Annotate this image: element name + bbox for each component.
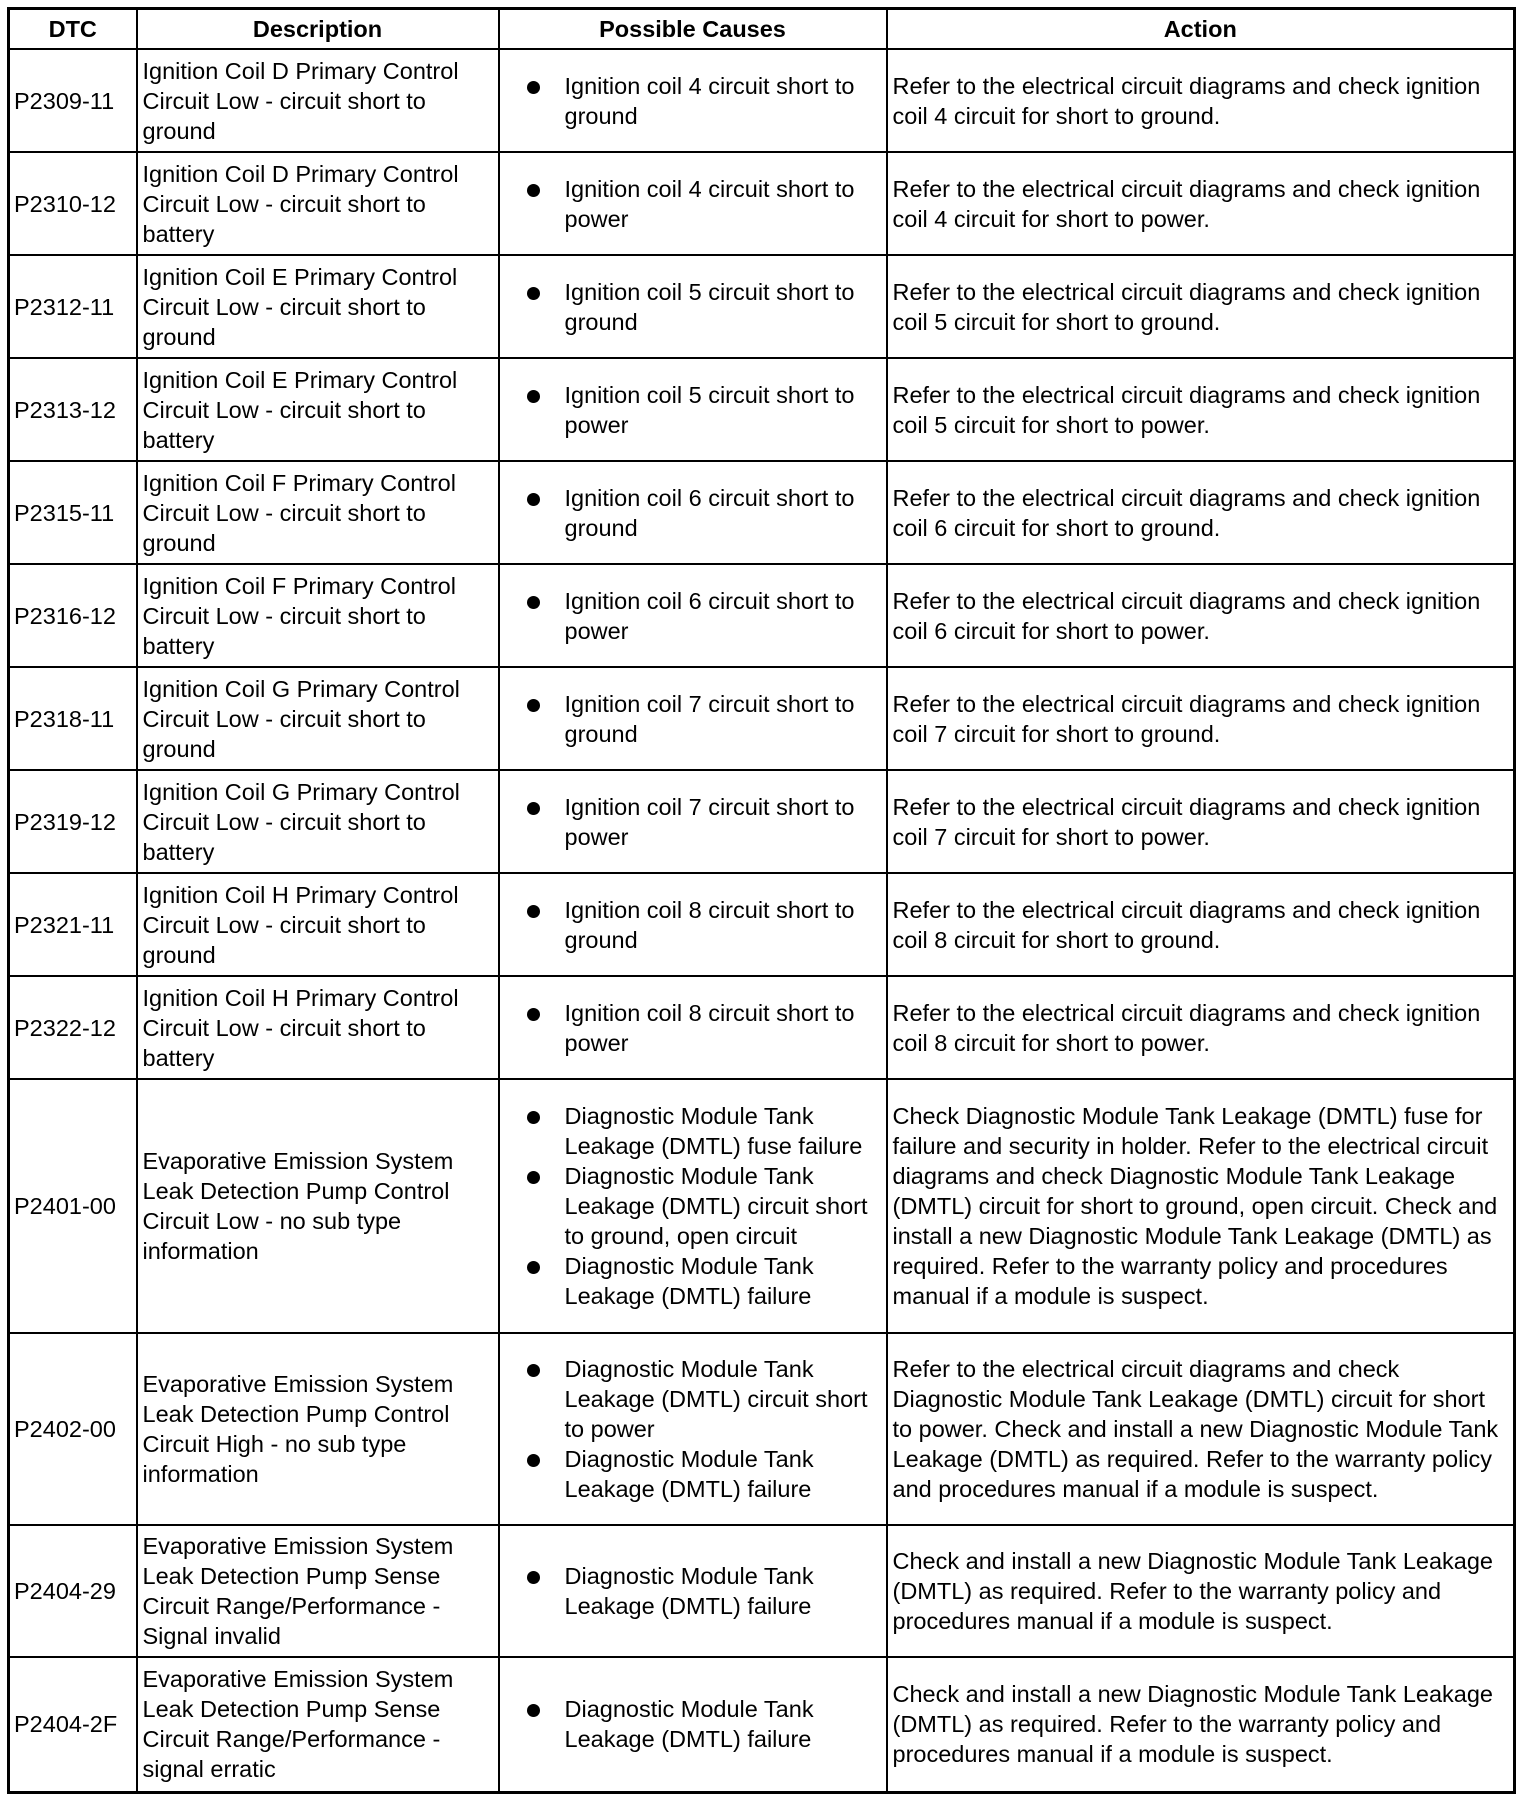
- dtc-table: [7, 7, 1516, 1794]
- dtc-code-cell: P2402-00: [9, 1333, 137, 1525]
- causes-list: [505, 1101, 881, 1311]
- causes-list: [505, 483, 881, 543]
- action-cell: Check and install a new Diagnostic Module Tank Leakage (DMTL) as required. Refer to the warranty policy and procedures manual if a module is suspect.: [887, 1525, 1515, 1657]
- table-row: [9, 1657, 1515, 1792]
- action-cell: Refer to the electrical circuit diagrams and check ignition coil 6 circuit for short to ground.: [887, 461, 1515, 564]
- header-action: Action: [887, 9, 1515, 50]
- action-cell: Refer to the electrical circuit diagrams and check ignition coil 4 circuit for short to ground.: [887, 49, 1515, 152]
- causes-cell: [499, 358, 887, 461]
- action-cell: Refer to the electrical circuit diagrams and check ignition coil 6 circuit for short to power.: [887, 564, 1515, 667]
- causes-list: [505, 174, 881, 234]
- table-row: [9, 358, 1515, 461]
- action-cell: Check Diagnostic Module Tank Leakage (DMTL) fuse for failure and security in holder. Refer to the electrical circuit diagrams and check Diagnostic Module Tank Leakage (DMTL) circuit for short to ground, open circuit. Check and install a new Diagnostic Module Tank Leakage (DMTL) as required. Refer to the warranty policy and procedures manual if a module is suspect.: [887, 1079, 1515, 1333]
- dtc-code-cell: P2321-11: [9, 873, 137, 976]
- causes-cell: [499, 667, 887, 770]
- cause-item: Ignition coil 6 circuit short to power: [523, 586, 881, 646]
- description-cell: Ignition Coil H Primary Control Circuit Low - circuit short to battery: [137, 976, 499, 1079]
- action-cell: Refer to the electrical circuit diagrams and check ignition coil 7 circuit for short to ground.: [887, 667, 1515, 770]
- causes-list: [505, 71, 881, 131]
- causes-cell: [499, 255, 887, 358]
- description-cell: Ignition Coil E Primary Control Circuit Low - circuit short to ground: [137, 255, 499, 358]
- table-row: [9, 461, 1515, 564]
- action-cell: Refer to the electrical circuit diagrams and check Diagnostic Module Tank Leakage (DMTL) circuit for short to power. Check and install a new Diagnostic Module Tank Leakage (DMTL) as required. Refer to the warranty policy and procedures manual if a module is suspect.: [887, 1333, 1515, 1525]
- causes-list: [505, 277, 881, 337]
- header-row: [9, 9, 1515, 50]
- header-dtc: DTC: [9, 9, 137, 50]
- dtc-code-cell: P2313-12: [9, 358, 137, 461]
- causes-cell: [499, 461, 887, 564]
- dtc-code-cell: P2404-29: [9, 1525, 137, 1657]
- causes-list: [505, 380, 881, 440]
- table-row: [9, 873, 1515, 976]
- cause-item: Diagnostic Module Tank Leakage (DMTL) fuse failure: [523, 1101, 881, 1161]
- causes-cell: [499, 49, 887, 152]
- causes-cell: [499, 1333, 887, 1525]
- cause-item: Diagnostic Module Tank Leakage (DMTL) failure: [523, 1694, 881, 1754]
- cause-item: Diagnostic Module Tank Leakage (DMTL) failure: [523, 1444, 881, 1504]
- causes-list: [505, 1561, 881, 1621]
- dtc-code-cell: P2309-11: [9, 49, 137, 152]
- dtc-code-cell: P2401-00: [9, 1079, 137, 1333]
- dtc-code-cell: P2310-12: [9, 152, 137, 255]
- causes-cell: [499, 1079, 887, 1333]
- causes-list: [505, 689, 881, 749]
- cause-item: Diagnostic Module Tank Leakage (DMTL) circuit short to ground, open circuit: [523, 1161, 881, 1251]
- description-cell: Ignition Coil D Primary Control Circuit Low - circuit short to battery: [137, 152, 499, 255]
- causes-list: [505, 1694, 881, 1754]
- dtc-code-cell: P2404-2F: [9, 1657, 137, 1792]
- table-row: [9, 667, 1515, 770]
- table-row: [9, 770, 1515, 873]
- dtc-code-cell: P2322-12: [9, 976, 137, 1079]
- causes-cell: [499, 1525, 887, 1657]
- header-description: Description: [137, 9, 499, 50]
- cause-item: Ignition coil 6 circuit short to ground: [523, 483, 881, 543]
- table-row: [9, 1525, 1515, 1657]
- cause-item: Ignition coil 7 circuit short to power: [523, 792, 881, 852]
- causes-cell: [499, 770, 887, 873]
- header-causes: Possible Causes: [499, 9, 887, 50]
- table-body: [9, 49, 1515, 1792]
- cause-item: Ignition coil 4 circuit short to ground: [523, 71, 881, 131]
- description-cell: Evaporative Emission System Leak Detection Pump Control Circuit High - no sub type information: [137, 1333, 499, 1525]
- table-row: [9, 152, 1515, 255]
- action-cell: Refer to the electrical circuit diagrams and check ignition coil 7 circuit for short to power.: [887, 770, 1515, 873]
- description-cell: Ignition Coil G Primary Control Circuit Low - circuit short to battery: [137, 770, 499, 873]
- description-cell: Evaporative Emission System Leak Detection Pump Control Circuit Low - no sub type information: [137, 1079, 499, 1333]
- dtc-code-cell: P2316-12: [9, 564, 137, 667]
- table-row: [9, 255, 1515, 358]
- causes-cell: [499, 1657, 887, 1792]
- cause-item: Diagnostic Module Tank Leakage (DMTL) failure: [523, 1251, 881, 1311]
- causes-list: [505, 792, 881, 852]
- cause-item: Ignition coil 4 circuit short to power: [523, 174, 881, 234]
- description-cell: Ignition Coil H Primary Control Circuit Low - circuit short to ground: [137, 873, 499, 976]
- description-cell: Evaporative Emission System Leak Detection Pump Sense Circuit Range/Performance - Signal invalid: [137, 1525, 499, 1657]
- description-cell: Ignition Coil D Primary Control Circuit Low - circuit short to ground: [137, 49, 499, 152]
- table-row: [9, 1079, 1515, 1333]
- description-cell: Ignition Coil F Primary Control Circuit Low - circuit short to battery: [137, 564, 499, 667]
- causes-list: [505, 998, 881, 1058]
- action-cell: Refer to the electrical circuit diagrams and check ignition coil 4 circuit for short to power.: [887, 152, 1515, 255]
- causes-list: [505, 1354, 881, 1504]
- action-cell: Refer to the electrical circuit diagrams and check ignition coil 8 circuit for short to ground.: [887, 873, 1515, 976]
- cause-item: Diagnostic Module Tank Leakage (DMTL) failure: [523, 1561, 881, 1621]
- causes-cell: [499, 152, 887, 255]
- cause-item: Diagnostic Module Tank Leakage (DMTL) circuit short to power: [523, 1354, 881, 1444]
- cause-item: Ignition coil 7 circuit short to ground: [523, 689, 881, 749]
- dtc-code-cell: P2318-11: [9, 667, 137, 770]
- description-cell: Ignition Coil E Primary Control Circuit Low - circuit short to battery: [137, 358, 499, 461]
- table-row: [9, 49, 1515, 152]
- description-cell: Ignition Coil F Primary Control Circuit Low - circuit short to ground: [137, 461, 499, 564]
- cause-item: Ignition coil 8 circuit short to ground: [523, 895, 881, 955]
- causes-cell: [499, 976, 887, 1079]
- table-row: [9, 976, 1515, 1079]
- cause-item: Ignition coil 8 circuit short to power: [523, 998, 881, 1058]
- cause-item: Ignition coil 5 circuit short to power: [523, 380, 881, 440]
- action-cell: Refer to the electrical circuit diagrams and check ignition coil 5 circuit for short to power.: [887, 358, 1515, 461]
- causes-cell: [499, 873, 887, 976]
- cause-item: Ignition coil 5 circuit short to ground: [523, 277, 881, 337]
- dtc-code-cell: P2319-12: [9, 770, 137, 873]
- causes-cell: [499, 564, 887, 667]
- description-cell: Ignition Coil G Primary Control Circuit Low - circuit short to ground: [137, 667, 499, 770]
- dtc-code-cell: P2312-11: [9, 255, 137, 358]
- causes-list: [505, 895, 881, 955]
- description-cell: Evaporative Emission System Leak Detection Pump Sense Circuit Range/Performance - signal erratic: [137, 1657, 499, 1792]
- action-cell: Refer to the electrical circuit diagrams and check ignition coil 8 circuit for short to power.: [887, 976, 1515, 1079]
- table-row: [9, 564, 1515, 667]
- table-row: [9, 1333, 1515, 1525]
- action-cell: Refer to the electrical circuit diagrams and check ignition coil 5 circuit for short to ground.: [887, 255, 1515, 358]
- causes-list: [505, 586, 881, 646]
- action-cell: Check and install a new Diagnostic Module Tank Leakage (DMTL) as required. Refer to the warranty policy and procedures manual if a module is suspect.: [887, 1657, 1515, 1792]
- dtc-code-cell: P2315-11: [9, 461, 137, 564]
